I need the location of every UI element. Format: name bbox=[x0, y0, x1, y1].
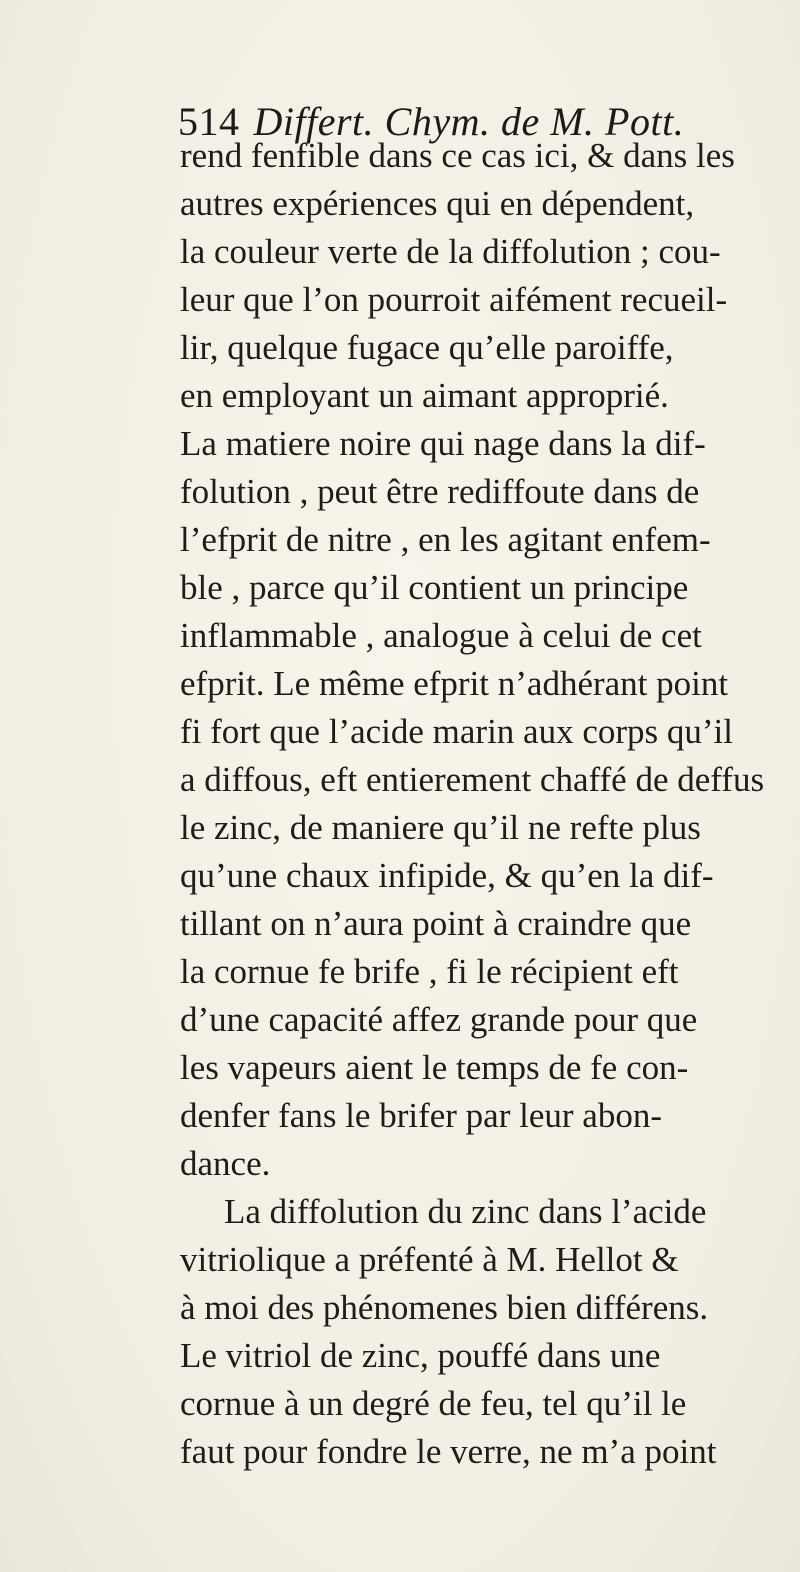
text-line: La diffolution du zinc dans l’acide bbox=[224, 1192, 707, 1231]
text-line: La matiere noire qui nage dans la dif- bbox=[180, 424, 706, 463]
text-line: folution , peut être rediffoute dans de bbox=[180, 472, 700, 511]
text-line: l’efprit de nitre , en les agitant enfem- bbox=[180, 520, 711, 559]
text-line: lir, quelque fugace qu’elle paroiffe, bbox=[180, 328, 674, 367]
text-line: les vapeurs aient le temps de fe con- bbox=[180, 1048, 689, 1087]
text-line: cornue à un degré de feu, tel qu’il le bbox=[180, 1384, 687, 1423]
text-line: tillant on n’aura point à craindre que bbox=[180, 904, 692, 943]
text-line: qu’une chaux infipide, & qu’en la dif- bbox=[180, 856, 714, 895]
text-line: faut pour fondre le verre, ne m’a point bbox=[180, 1432, 717, 1471]
text-line: la couleur verte de la diffolution ; cou- bbox=[180, 232, 721, 271]
text-line: Le vitriol de zinc, pouffé dans une bbox=[180, 1336, 661, 1375]
text-line: ble , parce qu’il contient un principe bbox=[180, 568, 689, 607]
text-line: le zinc, de maniere qu’il ne refte plus bbox=[180, 808, 701, 847]
text-line: denfer fans le brifer par leur abon- bbox=[180, 1096, 662, 1135]
text-line: fi fort que l’acide marin aux corps qu’il bbox=[180, 712, 733, 751]
text-line: d’une capacité affez grande pour que bbox=[180, 1000, 698, 1039]
text-line: vitriolique a préfenté à M. Hellot & bbox=[180, 1240, 679, 1279]
running-title: Differt. Chym. de M. Pott. bbox=[253, 99, 685, 144]
text-line: inflammable , analogue à celui de cet bbox=[180, 616, 702, 655]
text-line: a diffous, eft entierement chaffé de deffus bbox=[180, 760, 765, 799]
text-line: à moi des phénomenes bien différens. bbox=[180, 1288, 709, 1327]
text-line: rend fenfible dans ce cas ici, & dans les bbox=[180, 136, 735, 175]
text-line: efprit. Le même efprit n’adhérant point bbox=[180, 664, 729, 703]
page-number: 514 bbox=[178, 99, 240, 144]
text-line: leur que l’on pourroit aifément recueil- bbox=[180, 280, 728, 319]
text-line: autres expériences qui en dépendent, bbox=[180, 184, 695, 223]
text-line: en employant un aimant approprié. bbox=[180, 376, 669, 415]
text-line: dance. bbox=[180, 1144, 271, 1183]
text-line: la cornue fe brife , fi le récipient eft bbox=[180, 952, 679, 991]
